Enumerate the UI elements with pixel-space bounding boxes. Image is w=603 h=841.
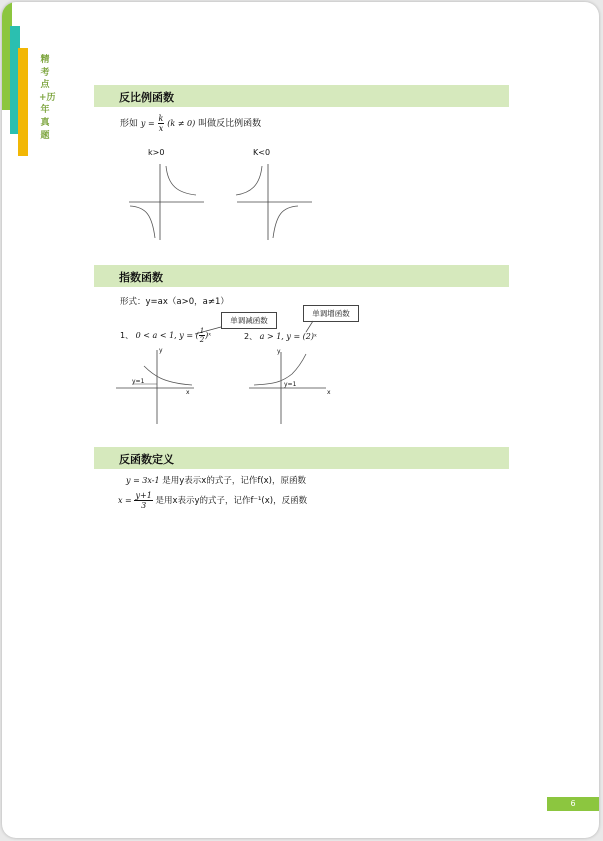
fraction-denominator: 2 [199, 336, 205, 344]
original-function-text: 是用y表示x的式子，记作f(x)，原函数 [162, 476, 306, 486]
hyperbola-graph-k-negative [232, 160, 317, 242]
case-2-math: a > 1, y = (2)ˣ [259, 332, 317, 341]
definition-prefix: 形如 [120, 119, 139, 129]
fraction-y-plus-1-over-3 [134, 491, 152, 510]
section-title: 反比例函数 [119, 91, 174, 104]
page-number: 6 [547, 797, 599, 811]
fraction-denominator: x [158, 124, 164, 133]
graph-label-k-negative: K<0 [253, 148, 271, 157]
inverse-function-text: 是用x表示y的式子，记作f⁻¹(x)，反函数 [155, 496, 308, 506]
axis-label-x: x [327, 389, 331, 396]
hyperbola-branch-q4 [273, 206, 298, 238]
sidebar-title: 精考点+历年真题 [39, 55, 56, 141]
hyperbola-branch-q1 [166, 166, 196, 195]
inverse-function-line-1 [126, 474, 306, 486]
fraction-numerator: 1 [199, 327, 205, 335]
exponential-graph-decreasing [114, 342, 199, 424]
fraction-k-over-x [158, 114, 165, 133]
formula-lhs: y = [140, 119, 155, 128]
inverse-proportion-definition [120, 114, 261, 133]
label-y-equals-1: y=1 [284, 381, 297, 388]
section-header-inverse-function [94, 447, 509, 469]
graph-label-k-positive: k>0 [148, 148, 165, 157]
section-title: 指数函数 [119, 271, 163, 284]
callout-increasing: 单调增函数 [303, 305, 359, 322]
case-1-close: )ˣ [205, 331, 212, 340]
decor-strip-yellow [18, 48, 28, 156]
original-function-math: y = 3x-1 [126, 476, 160, 485]
case-1-math: 0 < a < 1, y = ( [135, 331, 199, 340]
exponential-form: 形式：y=ax（a>0，a≠1） [120, 297, 229, 307]
axis-label-y: y [159, 347, 163, 354]
hyperbola-branch-q3 [130, 206, 155, 238]
section-header-inverse-proportion [94, 85, 509, 107]
callout-decreasing: 单调减函数 [221, 312, 277, 329]
fraction-denominator: 3 [141, 501, 147, 510]
case-1-prefix: 1、 [120, 331, 134, 340]
axis-label-y: y [277, 348, 281, 355]
hyperbola-branch-q2 [236, 166, 262, 195]
formula-condition: (k ≠ 0) [167, 119, 196, 128]
fraction-numerator: y+1 [135, 491, 152, 500]
axis-label-x: x [186, 389, 190, 396]
section-header-exponential [94, 265, 509, 287]
document-page [2, 2, 599, 838]
case-2-prefix: 2、 [244, 332, 258, 341]
hyperbola-graph-k-positive [124, 160, 209, 242]
increasing-curve [254, 354, 306, 385]
label-y-equals-1: y=1 [132, 378, 145, 385]
inverse-function-lhs: x = [118, 496, 132, 505]
decreasing-curve [144, 366, 192, 385]
section-title: 反函数定义 [119, 453, 174, 466]
exponential-case-2 [244, 331, 317, 342]
inverse-function-line-2 [118, 491, 307, 510]
definition-suffix: 叫做反比例函数 [198, 119, 262, 129]
fraction-numerator: k [158, 114, 164, 123]
